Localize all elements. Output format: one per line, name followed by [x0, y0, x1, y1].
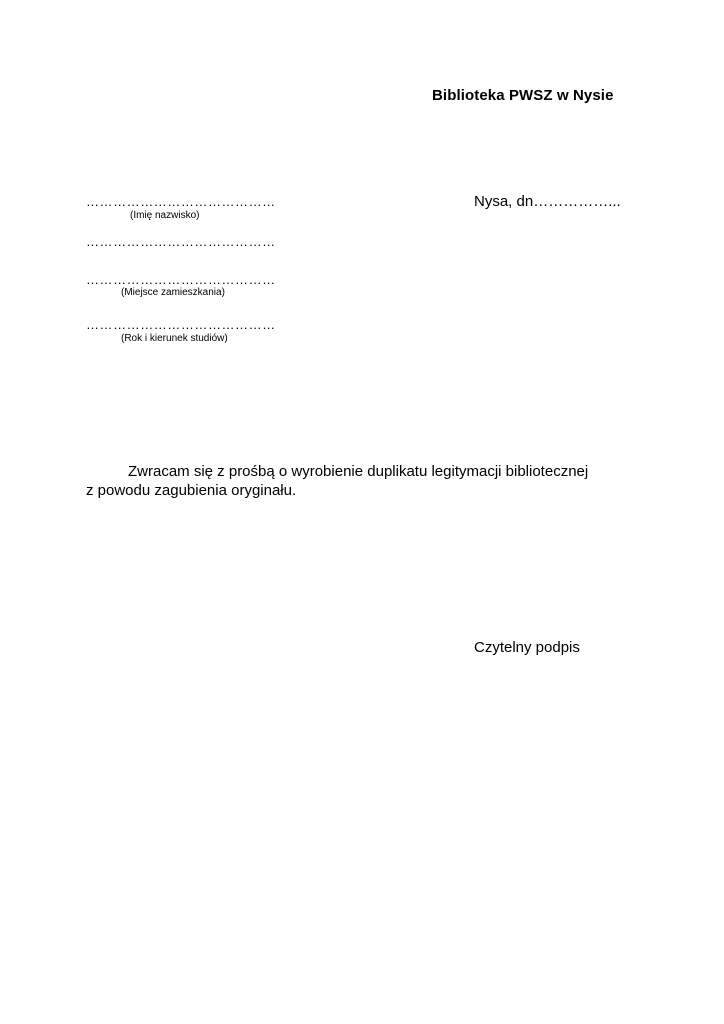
study-dotted-line: ……………………………………	[86, 317, 276, 332]
study-caption: (Rok i kierunek studiów)	[121, 333, 228, 344]
library-header-title: Biblioteka PWSZ w Nysie	[432, 87, 614, 104]
extra-dotted-line: ……………………………………	[86, 234, 276, 249]
address-caption: (Miejsce zamieszkania)	[121, 287, 225, 298]
name-dotted-line: ……………………………………	[86, 194, 276, 209]
place-date-line: Nysa, dn……………...	[474, 193, 621, 210]
request-line-2: z powodu zagubienia oryginału.	[86, 482, 297, 499]
address-dotted-line: ……………………………………	[86, 272, 276, 287]
request-line-1: Zwracam się z prośbą o wyrobienie duplikatu legitymacji bibliotecznej	[128, 463, 589, 480]
request-paragraph	[86, 462, 606, 500]
name-caption: (Imię nazwisko)	[130, 210, 200, 221]
signature-label: Czytelny podpis	[474, 639, 580, 656]
